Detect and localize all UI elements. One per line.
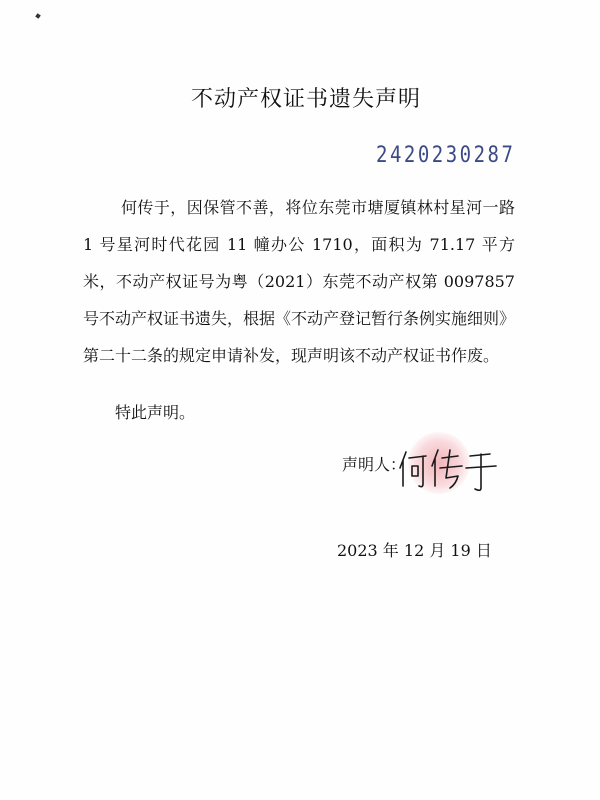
statement-body: 何传于，因保管不善，将位东莞市塘厦镇林村星河一路 1 号星河时代花园 11 幢办公 1710，面积为 71.17 平方米，不动产权证号为粤（2021）东莞不动产权第 0097857 号不动产权证书遗失，根据《不动产登记暂行条例实施细则》第二十二条的规定申请补发，现声明该不动产权证书作废。 [83, 198, 516, 365]
handwritten-signature [392, 438, 502, 498]
document-title: 不动产权证书遗失声明 [190, 87, 421, 112]
document-number-stamp: 2420230287 [376, 142, 516, 168]
signature-block [392, 432, 502, 504]
scan-speck [35, 13, 41, 19]
closing-statement: 特此声明。 [115, 403, 196, 422]
declaration-date: 2023 年 12 月 19 日 [337, 541, 492, 560]
declarant-label: 声明人： [342, 455, 407, 474]
